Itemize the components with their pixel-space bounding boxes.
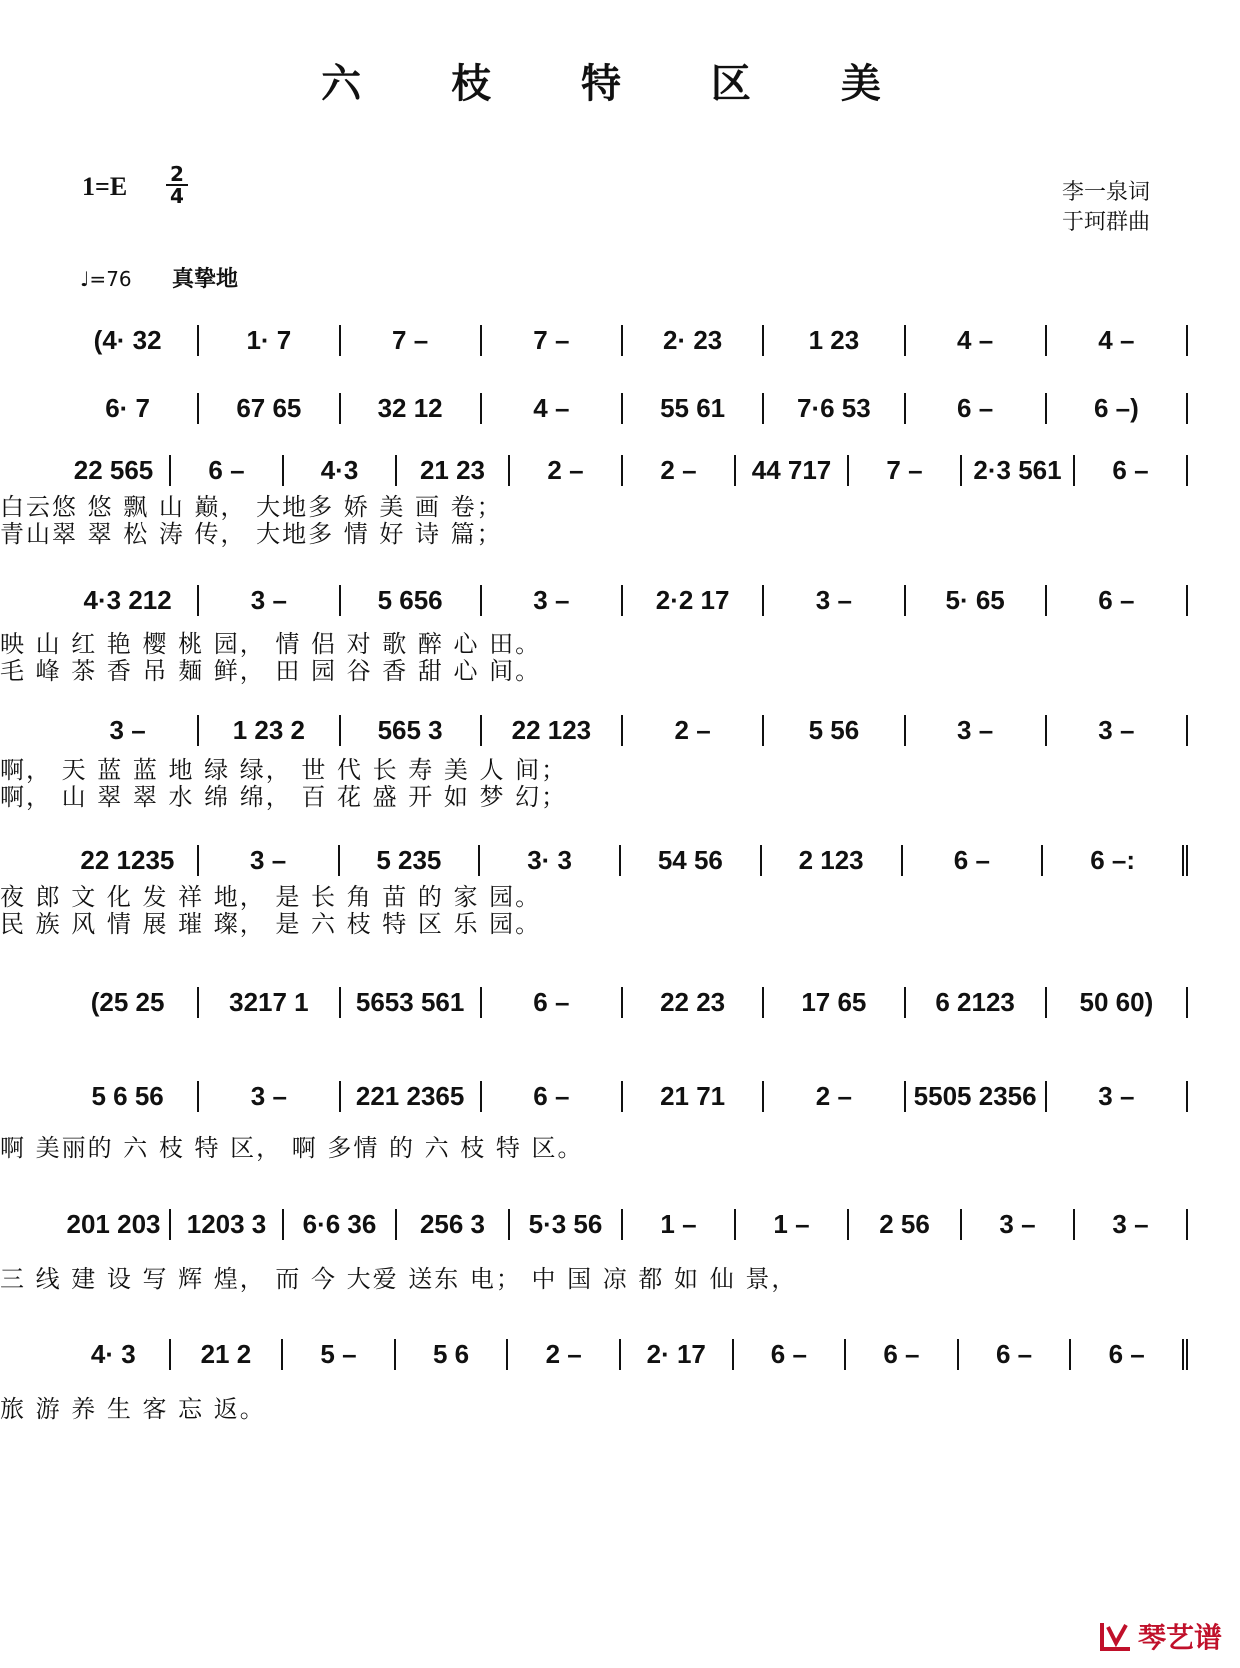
composer: 于珂群曲 bbox=[1061, 210, 1150, 235]
lyricist: 李一泉词 bbox=[1061, 180, 1150, 205]
measure: 6 – bbox=[1073, 455, 1188, 486]
staff-system bbox=[58, 384, 1188, 444]
staff-system bbox=[58, 316, 1188, 376]
measure: 6 –) bbox=[1045, 393, 1188, 424]
measure: 17 65 bbox=[762, 987, 903, 1018]
measure: 6 – bbox=[732, 1339, 845, 1370]
measure: 3· 3 bbox=[478, 845, 619, 876]
measure: 5505 2356 bbox=[904, 1081, 1045, 1112]
measure: 565 3 bbox=[339, 715, 480, 746]
measure: (25 25 bbox=[90, 986, 165, 1017]
lyric-line: 青山翠 翠 松 涛 传， 大地多 情 好 诗 篇； bbox=[0, 520, 503, 548]
measure: 6 – bbox=[1069, 1339, 1188, 1370]
measure: 2 – bbox=[508, 455, 621, 486]
lyric-line: 啊， 山 翠 翠 水 绵 绵， 百 花 盛 开 如 梦 幻； bbox=[0, 783, 568, 811]
measure: 22 23 bbox=[621, 987, 762, 1018]
measure: 32 12 bbox=[339, 393, 480, 424]
lyric-line: 民 族 风 情 展 璀 璨， 是 六 枝 特 区 乐 园。 bbox=[0, 910, 542, 938]
measure: 2· 17 bbox=[619, 1339, 732, 1370]
staff-system bbox=[58, 1330, 1188, 1390]
measure: 6 – bbox=[480, 1081, 621, 1112]
measure: 5 – bbox=[281, 1339, 394, 1370]
measure: 6 – bbox=[904, 393, 1045, 424]
measure: 5 656 bbox=[339, 585, 480, 616]
measure: 3 – bbox=[109, 714, 146, 745]
credits bbox=[1062, 178, 1150, 238]
measure: 1· 7 bbox=[197, 325, 338, 356]
expression: 真挚地 bbox=[172, 267, 239, 292]
measure: 21 71 bbox=[621, 1081, 762, 1112]
measure: 201 203 bbox=[66, 1208, 161, 1239]
measure: 22 123 bbox=[480, 715, 621, 746]
measure: 5·3 56 bbox=[508, 1209, 621, 1240]
measure: 256 3 bbox=[395, 1209, 508, 1240]
measure: 1 23 2 bbox=[197, 715, 338, 746]
measure: 3 – bbox=[480, 585, 621, 616]
page-title: 六 枝 特 区 美 bbox=[321, 60, 919, 107]
measure: 5653 561 bbox=[339, 987, 480, 1018]
measure: 67 65 bbox=[197, 393, 338, 424]
measure: 6 – bbox=[901, 845, 1042, 876]
measure: 4 – bbox=[480, 393, 621, 424]
measure: 4·3 212 bbox=[83, 584, 172, 615]
measure: 6 – bbox=[480, 987, 621, 1018]
measure: 2 – bbox=[621, 715, 762, 746]
measure: 2 – bbox=[621, 455, 734, 486]
measure: 2·3 561 bbox=[960, 455, 1073, 486]
measure: (4· 32 bbox=[93, 324, 162, 355]
measure: 3 – bbox=[1045, 1081, 1188, 1112]
measure: 4 – bbox=[904, 325, 1045, 356]
measure: 44 717 bbox=[734, 455, 847, 486]
staff-system bbox=[58, 1072, 1188, 1132]
measure: 6 – bbox=[844, 1339, 957, 1370]
tempo: ♩=76 bbox=[80, 267, 132, 291]
measure: 3 – bbox=[197, 585, 338, 616]
measure: 2 56 bbox=[847, 1209, 960, 1240]
measure: 4 – bbox=[1045, 325, 1188, 356]
measure: 22 565 bbox=[73, 454, 154, 485]
lyric-line: 啊 美丽的 六 枝 特 区， 啊 多情 的 六 枝 特 区。 bbox=[0, 1134, 584, 1162]
measure: 6·6 36 bbox=[282, 1209, 395, 1240]
key-signature: 1=E bbox=[82, 172, 128, 201]
measure: 6 – bbox=[957, 1339, 1070, 1370]
measure: 3217 1 bbox=[197, 987, 338, 1018]
measure: 21 23 bbox=[395, 455, 508, 486]
staff-system bbox=[58, 1200, 1188, 1260]
measure: 3 – bbox=[197, 1081, 338, 1112]
lyric-line: 啊， 天 蓝 蓝 地 绿 绿， 世 代 长 寿 美 人 间； bbox=[0, 756, 568, 784]
measure: 5 235 bbox=[338, 845, 479, 876]
measure: 2 – bbox=[762, 1081, 903, 1112]
qinyipu-logo-icon bbox=[1098, 1619, 1134, 1653]
measure: 7 – bbox=[339, 325, 480, 356]
measure: 221 2365 bbox=[339, 1081, 480, 1112]
lyric-line: 夜 郎 文 化 发 祥 地， 是 长 角 苗 的 家 园。 bbox=[0, 883, 542, 911]
measure: 4·3 bbox=[282, 455, 395, 486]
measure: 3 – bbox=[1045, 715, 1188, 746]
measure: 1 23 bbox=[762, 325, 903, 356]
measure: 7 – bbox=[480, 325, 621, 356]
measure: 54 56 bbox=[619, 845, 760, 876]
measure: 2·2 17 bbox=[621, 585, 762, 616]
measure: 2 123 bbox=[760, 845, 901, 876]
watermark: 琴艺谱 bbox=[1098, 1616, 1222, 1656]
measure: 4· 3 bbox=[90, 1338, 136, 1369]
measure: 3 – bbox=[904, 715, 1045, 746]
measure: 5 6 56 bbox=[91, 1080, 164, 1111]
measure: 6· 7 bbox=[105, 392, 151, 423]
measure: 7·6 53 bbox=[762, 393, 903, 424]
measure: 2· 23 bbox=[621, 325, 762, 356]
measure: 5 6 bbox=[394, 1339, 507, 1370]
measure: 3 – bbox=[1073, 1209, 1188, 1240]
time-signature: 2 4 bbox=[166, 164, 188, 206]
tempo-marking bbox=[80, 262, 238, 293]
measure: 1 – bbox=[734, 1209, 847, 1240]
measure: 21 2 bbox=[169, 1339, 282, 1370]
lyric-line: 映 山 红 艳 樱 桃 园， 情 侣 对 歌 醉 心 田。 bbox=[0, 630, 542, 658]
lyric-line: 旅 游 养 生 客 忘 返。 bbox=[0, 1395, 266, 1423]
measure: 3 – bbox=[197, 845, 338, 876]
lyric-line: 三 线 建 设 写 辉 煌， 而 今 大爱 送东 电； 中 国 凉 都 如 仙 景， bbox=[0, 1265, 798, 1293]
measure: 50 60) bbox=[1045, 987, 1188, 1018]
measure: 1 – bbox=[621, 1209, 734, 1240]
measure: 55 61 bbox=[621, 393, 762, 424]
measure: 7 – bbox=[847, 455, 960, 486]
measure: 6 2123 bbox=[904, 987, 1045, 1018]
staff-system bbox=[58, 978, 1188, 1038]
measure: 3 – bbox=[762, 585, 903, 616]
measure: 5 56 bbox=[762, 715, 903, 746]
measure: 6 –: bbox=[1041, 845, 1188, 876]
measure: 5· 65 bbox=[904, 585, 1045, 616]
measure: 6 – bbox=[1045, 585, 1188, 616]
lyric-line: 毛 峰 茶 香 吊 麺 鲜， 田 园 谷 香 甜 心 间。 bbox=[0, 657, 542, 685]
measure: 1203 3 bbox=[169, 1209, 282, 1240]
measure: 6 – bbox=[169, 455, 282, 486]
measure: 22 1235 bbox=[80, 844, 175, 875]
measure: 2 – bbox=[506, 1339, 619, 1370]
lyric-line: 白云悠 悠 飘 山 巅， 大地多 娇 美 画 卷； bbox=[0, 493, 503, 521]
measure: 3 – bbox=[960, 1209, 1073, 1240]
